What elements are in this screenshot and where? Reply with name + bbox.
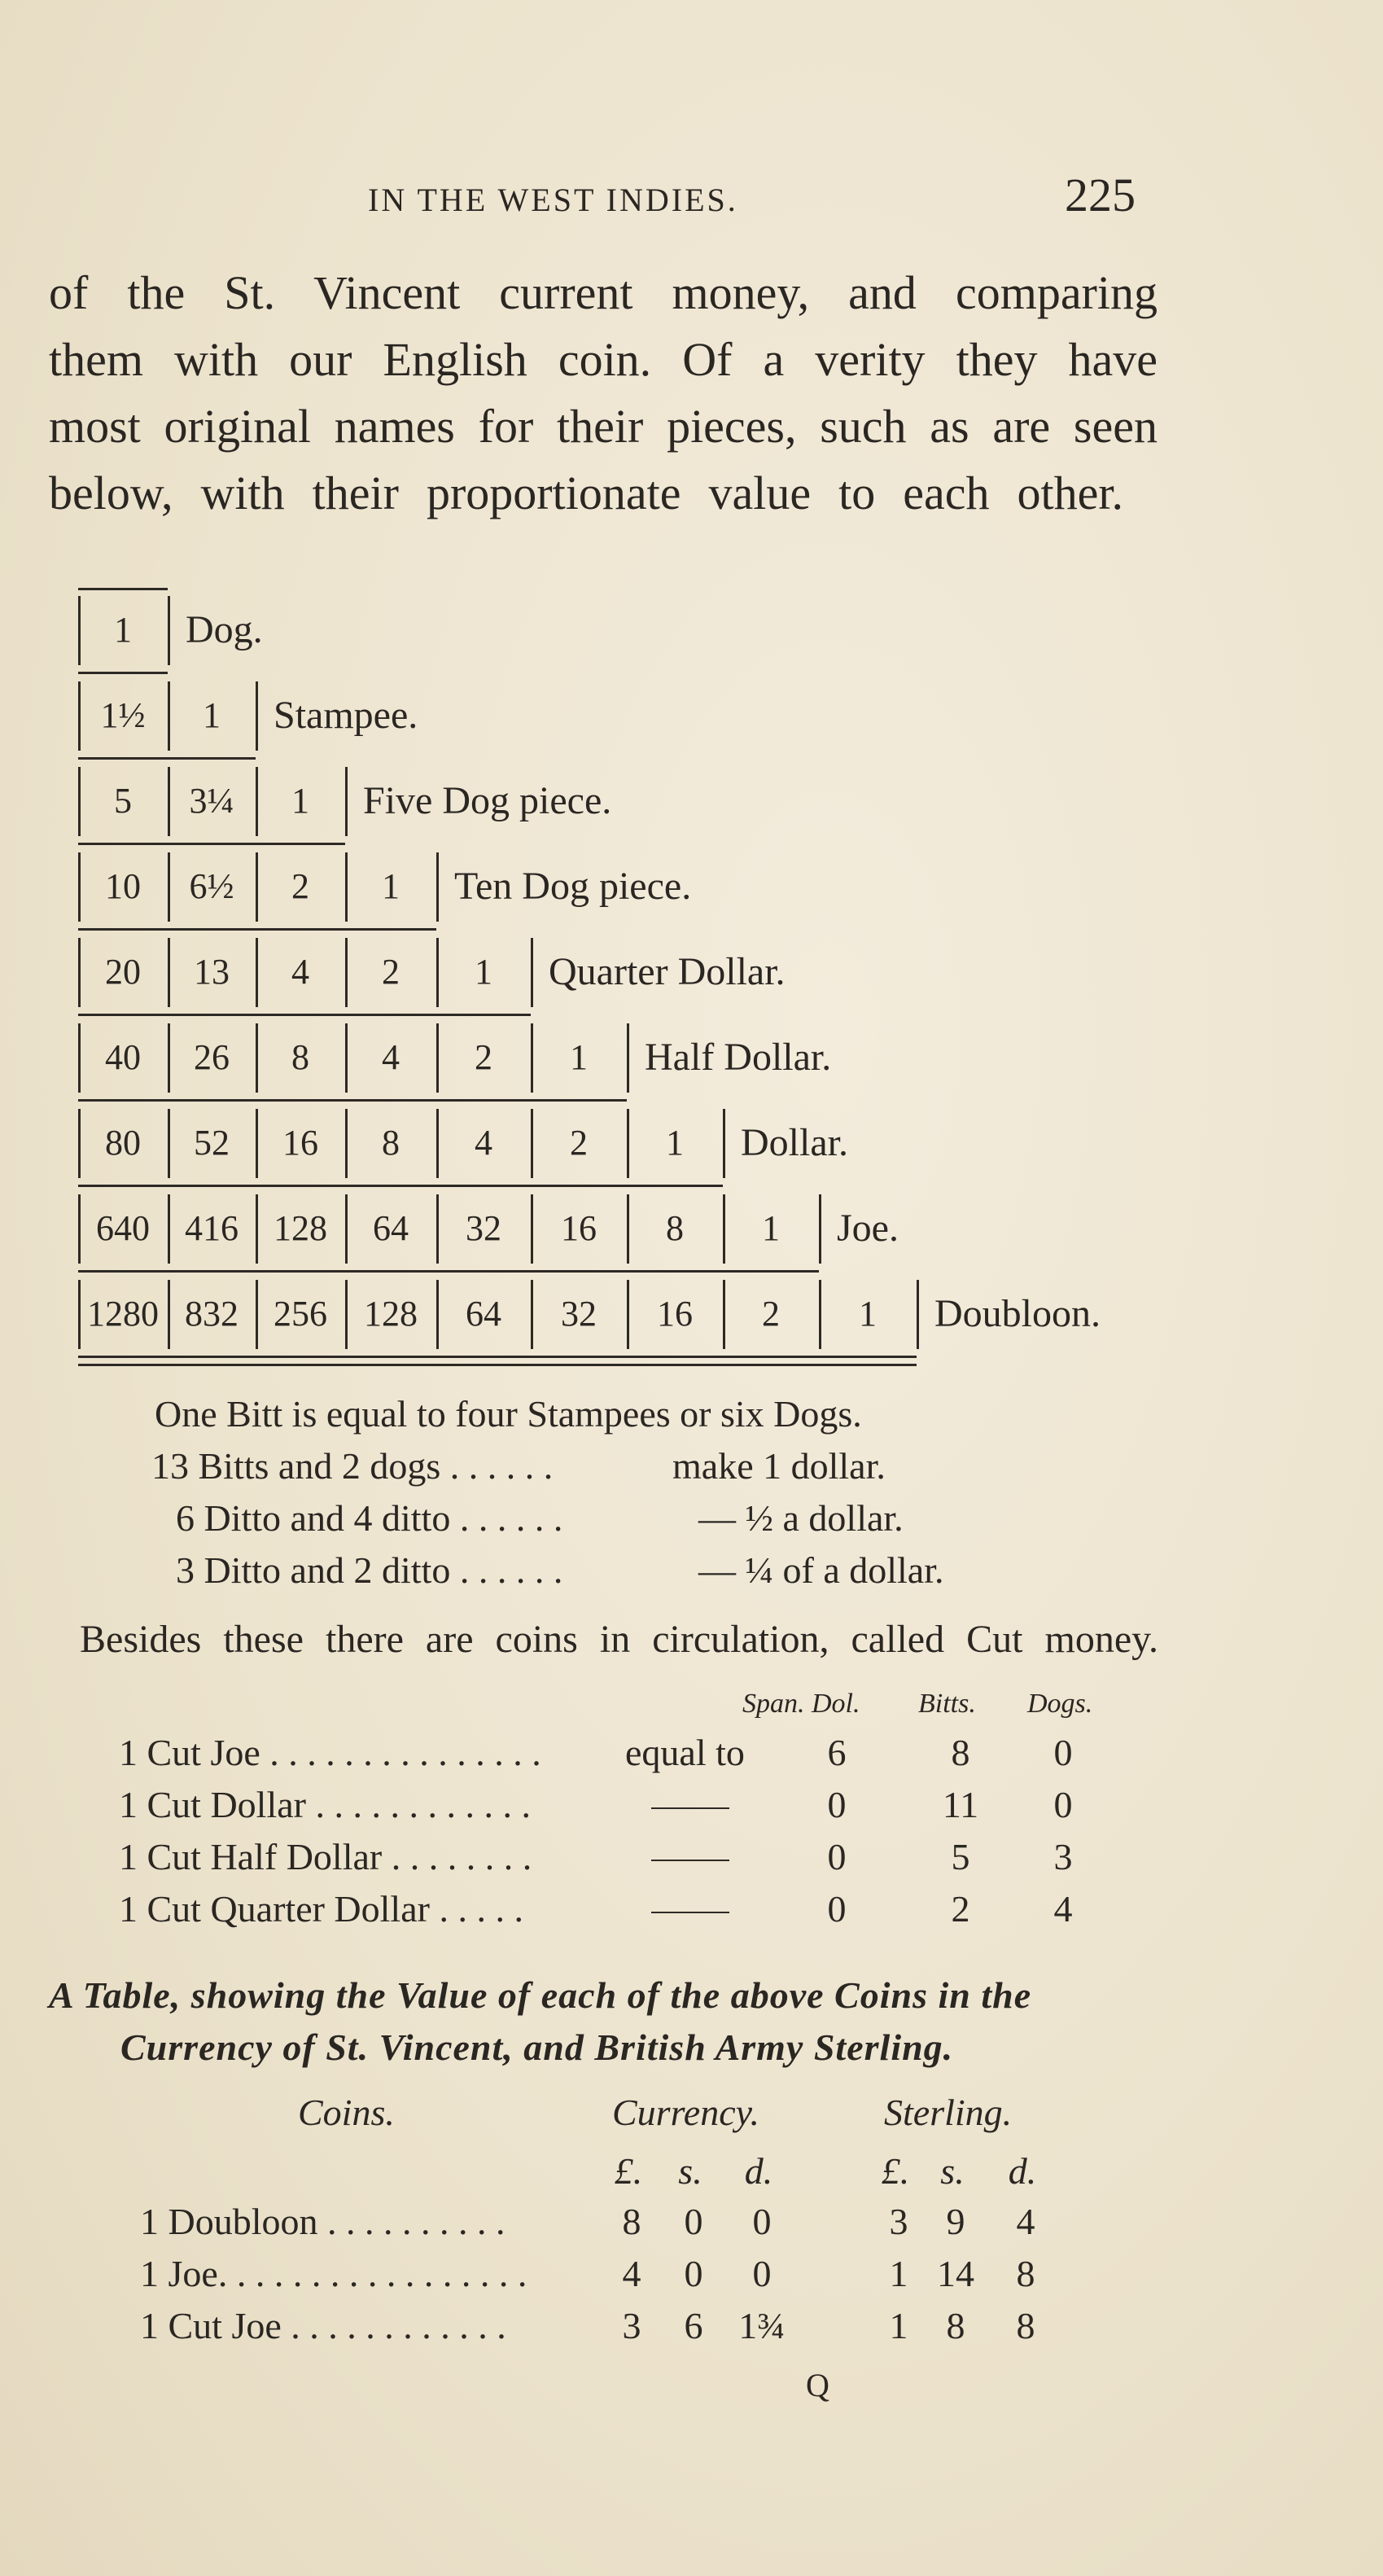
- ladder-rule: [78, 1194, 81, 1264]
- paragraph-line: them with our English coin. Of a verity they have: [49, 333, 1158, 386]
- paragraph-line: below, with their proportionate value to each other.: [49, 467, 1123, 519]
- ladder-rule: [78, 1023, 81, 1093]
- ladder-rule: [78, 596, 81, 665]
- currency-value: 1¾: [738, 2305, 786, 2346]
- ladder-cell: 2: [291, 866, 309, 906]
- ladder-cell: 20: [105, 952, 141, 992]
- cut-value: 11: [942, 1784, 979, 1825]
- equivalence-result: make 1 dollar.: [672, 1445, 886, 1487]
- ladder-coin-label: Joe.: [837, 1207, 899, 1250]
- ladder-cell: 1: [859, 1294, 877, 1334]
- col-currency: Currency.: [612, 2092, 759, 2133]
- ladder-cell: 1: [114, 610, 132, 650]
- cut-coin-name: 1 Cut Joe . . . . . . . . . . . . . . .: [119, 1732, 541, 1773]
- equal-to-label: equal to: [625, 1732, 745, 1773]
- ladder-cell: 16: [282, 1123, 318, 1163]
- ladder-cell: 4: [291, 952, 309, 992]
- ladder-cell: 4: [382, 1037, 400, 1077]
- ladder-rule: [256, 767, 258, 836]
- ladder-rule: [436, 938, 439, 1007]
- ladder-rule: [256, 852, 258, 922]
- ladder-rule: [627, 1023, 629, 1093]
- ladder-rule: [531, 938, 533, 1007]
- ladder-rule: [256, 1023, 258, 1093]
- ladder-bottom-rule: [78, 1364, 917, 1366]
- ladder-rule: [531, 1023, 533, 1093]
- ladder-rule: [917, 1280, 919, 1349]
- sterling-value: 1: [889, 2305, 908, 2346]
- sterling-value: 1: [889, 2253, 908, 2294]
- ladder-cell: 128: [274, 1208, 327, 1248]
- cut-coin-name: 1 Cut Quarter Dollar . . . . .: [119, 1888, 523, 1930]
- value-table-title: A Table, showing the Value of each of the above Coins in the: [49, 1974, 1032, 2016]
- currency-value: 0: [752, 2253, 772, 2294]
- cut-value: 5: [951, 1836, 970, 1877]
- sterling-value: 3: [889, 2201, 908, 2242]
- sterling-value: 8: [1016, 2253, 1035, 2294]
- ladder-cell: 416: [185, 1208, 239, 1248]
- ladder-cell: 2: [570, 1123, 588, 1163]
- ladder-rule: [78, 1109, 81, 1178]
- ladder-coin-label: Stampee.: [274, 694, 418, 737]
- ladder-rule: [168, 938, 170, 1007]
- sterling-value: 9: [946, 2201, 965, 2242]
- ladder-cell: 64: [466, 1294, 501, 1334]
- ladder-rule: [168, 1109, 170, 1178]
- ladder-rule: [78, 938, 81, 1007]
- ladder-cell: 1280: [87, 1294, 159, 1334]
- ladder-rule: [168, 1280, 170, 1349]
- unit-header: s.: [940, 2150, 965, 2192]
- currency-value: 0: [752, 2201, 772, 2242]
- ladder-rule: [436, 1109, 439, 1178]
- ladder-rule: [78, 767, 81, 836]
- unit-header: d.: [1008, 2150, 1037, 2192]
- ladder-cell: 6½: [189, 866, 234, 906]
- ladder-rule: [256, 681, 258, 751]
- unit-header: £.: [881, 2150, 910, 2192]
- currency-value: 6: [684, 2305, 703, 2346]
- ditto-dash: [651, 1860, 729, 1861]
- ladder-cell: 1: [475, 952, 492, 992]
- signature-mark: Q: [806, 2367, 829, 2403]
- ladder-rule: [723, 1194, 725, 1264]
- cut-coin-name: 1 Cut Half Dollar . . . . . . . .: [119, 1836, 532, 1877]
- currency-value: 0: [684, 2253, 703, 2294]
- ladder-rule: [436, 1280, 439, 1349]
- running-head: IN THE WEST INDIES.: [368, 182, 738, 218]
- ladder-cell: 5: [114, 781, 132, 821]
- ladder-cell: 8: [382, 1123, 400, 1163]
- ladder-rule: [345, 1194, 348, 1264]
- ladder-cell: 1: [382, 866, 400, 906]
- cut-value: 4: [1053, 1888, 1073, 1930]
- cut-value: 0: [827, 1784, 847, 1825]
- ladder-coin-label: Dog.: [186, 608, 263, 651]
- ladder-rule: [723, 1109, 725, 1178]
- ladder-cell: 832: [185, 1294, 239, 1334]
- ladder-rule: [345, 852, 348, 922]
- ladder-coin-label: Half Dollar.: [645, 1036, 832, 1079]
- unit-header: £.: [614, 2150, 643, 2192]
- value-coin-name: 1 Joe. . . . . . . . . . . . . . . . .: [140, 2253, 527, 2294]
- ladder-cell: 1: [570, 1037, 588, 1077]
- header-span-dol: Span. Dol.: [742, 1689, 860, 1719]
- ladder-cell: 8: [666, 1208, 684, 1248]
- ladder-rule: [819, 1280, 821, 1349]
- ladder-rule: [168, 596, 170, 665]
- col-sterling: Sterling.: [884, 2092, 1013, 2133]
- ladder-coin-label: Dollar.: [741, 1121, 848, 1164]
- cut-value: 2: [951, 1888, 970, 1930]
- ladder-cell: 128: [364, 1294, 418, 1334]
- sterling-value: 8: [1016, 2305, 1035, 2346]
- currency-value: 0: [684, 2201, 703, 2242]
- header-dogs: Dogs.: [1027, 1689, 1093, 1719]
- equivalence-line: 13 Bitts and 2 dogs . . . . . .: [151, 1445, 554, 1487]
- equivalence-line: 3 Ditto and 2 ditto . . . . . .: [176, 1549, 563, 1591]
- cut-value: 0: [1053, 1732, 1073, 1773]
- equivalence-result: — ½ a dollar.: [698, 1497, 904, 1539]
- page-number: 225: [1065, 169, 1136, 221]
- ladder-cell: 1: [203, 695, 221, 735]
- ladder-cell: 2: [382, 952, 400, 992]
- cut-coin-name: 1 Cut Dollar . . . . . . . . . . . .: [119, 1784, 531, 1825]
- ladder-cell: 3¼: [189, 781, 234, 821]
- cut-value: 0: [827, 1836, 847, 1877]
- ladder-rule: [256, 1109, 258, 1178]
- ladder-rule: [345, 1109, 348, 1178]
- ladder-rule: [345, 938, 348, 1007]
- ladder-cell: 64: [373, 1208, 409, 1248]
- ladder-rule: [531, 1280, 533, 1349]
- cut-money-intro: Besides these there are coins in circulation, called Cut money.: [80, 1618, 1158, 1661]
- ladder-rule: [78, 681, 81, 751]
- ladder-cell: 640: [96, 1208, 150, 1248]
- ladder-cell: 52: [194, 1123, 230, 1163]
- ladder-cell: 10: [105, 866, 141, 906]
- ladder-rule: [627, 1194, 629, 1264]
- ladder-rule: [256, 938, 258, 1007]
- ladder-cell: 13: [194, 952, 230, 992]
- ladder-rule: [168, 681, 170, 751]
- ladder-rule: [531, 1194, 533, 1264]
- cut-value: 3: [1053, 1836, 1073, 1877]
- ladder-rule: [627, 1280, 629, 1349]
- ladder-cell: 16: [561, 1208, 597, 1248]
- sterling-value: 14: [937, 2253, 974, 2294]
- unit-header: s.: [678, 2150, 702, 2192]
- cut-value: 6: [827, 1732, 847, 1773]
- ladder-cell: 1: [666, 1123, 684, 1163]
- ladder-coin-label: Doubloon.: [934, 1292, 1101, 1335]
- ladder-rule: [78, 852, 81, 922]
- ladder-coin-label: Quarter Dollar.: [549, 950, 786, 993]
- ladder-cell: 32: [561, 1294, 597, 1334]
- ladder-coin-label: Ten Dog piece.: [454, 865, 692, 908]
- ladder-rule: [168, 1194, 170, 1264]
- ladder-rule: [436, 1023, 439, 1093]
- ditto-dash: [651, 1912, 729, 1913]
- ladder-cell: 2: [762, 1294, 780, 1334]
- ladder-cell: 1: [291, 781, 309, 821]
- value-coin-name: 1 Cut Joe . . . . . . . . . . . .: [140, 2305, 506, 2346]
- ladder-rule: [168, 1023, 170, 1093]
- currency-value: 4: [622, 2253, 641, 2294]
- ladder-rule: [436, 852, 439, 922]
- dog-value-ladder-table: [78, 588, 1136, 1363]
- ladder-rule: [436, 1194, 439, 1264]
- ladder-cell: 16: [657, 1294, 693, 1334]
- paragraph-line: most original names for their pieces, such as are seen: [49, 400, 1158, 453]
- header-bitts: Bitts.: [918, 1689, 976, 1719]
- currency-value: 8: [622, 2201, 641, 2242]
- ladder-cell: 4: [475, 1123, 492, 1163]
- currency-value: 3: [622, 2305, 641, 2346]
- ladder-rule: [256, 1194, 258, 1264]
- ladder-rule: [345, 767, 348, 836]
- ladder-rule: [168, 767, 170, 836]
- ladder-rule: [819, 1194, 821, 1264]
- ladder-rule: [345, 1280, 348, 1349]
- ladder-rule: [627, 1109, 629, 1178]
- ladder-rule: [531, 1109, 533, 1178]
- cut-value: 8: [951, 1732, 970, 1773]
- ladder-coin-label: Five Dog piece.: [363, 779, 612, 822]
- ditto-dash: [651, 1807, 729, 1809]
- value-coin-name: 1 Doubloon . . . . . . . . . .: [140, 2201, 505, 2242]
- ladder-cell: 2: [475, 1037, 492, 1077]
- paragraph-line: of the St. Vincent current money, and comparing: [49, 266, 1158, 319]
- ladder-cell: 1½: [100, 695, 146, 735]
- ladder-cell: 40: [105, 1037, 141, 1077]
- equivalence-result: — ¼ of a dollar.: [698, 1549, 944, 1591]
- cut-value: 0: [1053, 1784, 1073, 1825]
- ladder-cell: 80: [105, 1123, 141, 1163]
- ladder-rule: [345, 1023, 348, 1093]
- ladder-rule: [78, 588, 168, 590]
- ladder-rule: [78, 1356, 917, 1358]
- ladder-rule: [723, 1280, 725, 1349]
- sterling-value: 8: [946, 2305, 965, 2346]
- ladder-rule: [78, 1280, 81, 1349]
- ladder-cell: 26: [194, 1037, 230, 1077]
- ladder-rule: [256, 1280, 258, 1349]
- unit-header: d.: [744, 2150, 773, 2192]
- ladder-cell: 256: [274, 1294, 327, 1334]
- value-table-title: Currency of St. Vincent, and British Army Sterling.: [120, 2026, 954, 2068]
- equivalence-line: 6 Ditto and 4 ditto . . . . . .: [176, 1497, 563, 1539]
- ladder-cell: 32: [466, 1208, 501, 1248]
- cut-value: 0: [827, 1888, 847, 1930]
- ladder-rule: [168, 852, 170, 922]
- col-coins: Coins.: [298, 2092, 395, 2133]
- equivalence-line: One Bitt is equal to four Stampees or six Dogs.: [155, 1393, 862, 1435]
- ladder-cell: 8: [291, 1037, 309, 1077]
- ladder-cell: 1: [762, 1208, 780, 1248]
- sterling-value: 4: [1016, 2201, 1035, 2242]
